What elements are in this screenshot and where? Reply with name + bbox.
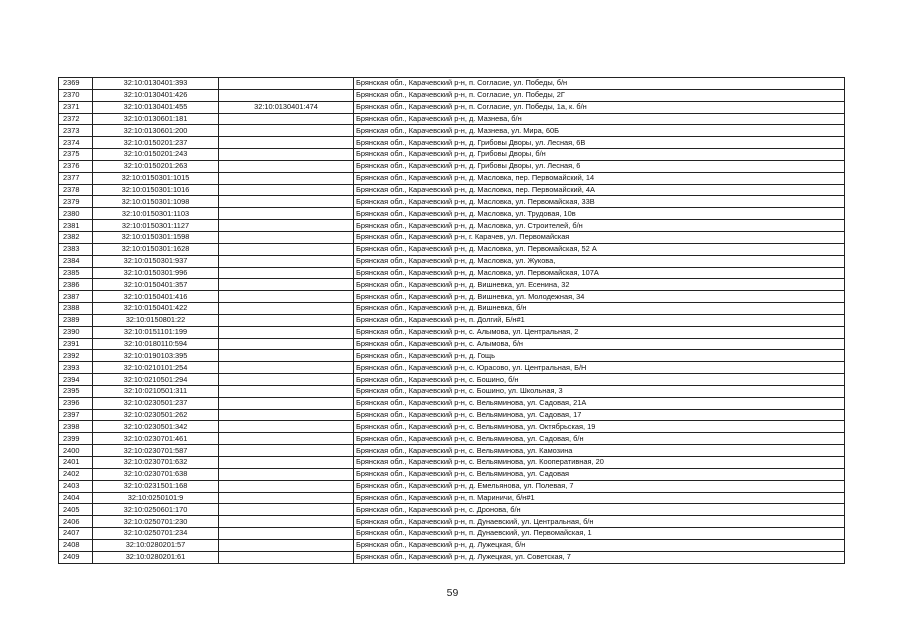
linked-cadastral-number-cell: [219, 385, 354, 397]
linked-cadastral-number-cell: [219, 149, 354, 161]
row-number-cell: 2403: [59, 480, 93, 492]
cadastral-number-cell: 32:10:0230501:237: [93, 397, 219, 409]
row-number-cell: 2402: [59, 468, 93, 480]
linked-cadastral-number-cell: [219, 492, 354, 504]
address-cell: Брянская обл., Карачевский р-н, д. Масловка, пер. Первомайский, 14: [354, 172, 845, 184]
linked-cadastral-number-cell: [219, 196, 354, 208]
linked-cadastral-number-cell: [219, 160, 354, 172]
address-cell: Брянская обл., Карачевский р-н, с. Вельяминова, ул. Садовая, 17: [354, 409, 845, 421]
address-cell: Брянская обл., Карачевский р-н, с. Дронова, б/н: [354, 504, 845, 516]
table-row: [59, 125, 845, 137]
row-number-cell: 2399: [59, 433, 93, 445]
linked-cadastral-number-cell: [219, 291, 354, 303]
cadastral-number-cell: 32:10:0231501:168: [93, 480, 219, 492]
address-cell: Брянская обл., Карачевский р-н, д. Грибовы Дворы, ул. Лесная, 6В: [354, 137, 845, 149]
cadastral-number-cell: 32:10:0280201:61: [93, 551, 219, 563]
linked-cadastral-number-cell: [219, 409, 354, 421]
table-row: [59, 255, 845, 267]
address-cell: Брянская обл., Карачевский р-н, с. Вельяминова, ул. Кооперативная, 20: [354, 457, 845, 469]
linked-cadastral-number-cell: [219, 89, 354, 101]
row-number-cell: 2376: [59, 160, 93, 172]
cadastral-number-cell: 32:10:0250701:234: [93, 528, 219, 540]
address-cell: Брянская обл., Карачевский р-н, с. Юрасово, ул. Центральная, Б/Н: [354, 362, 845, 374]
cadastral-number-cell: 32:10:0130601:200: [93, 125, 219, 137]
row-number-cell: 2406: [59, 516, 93, 528]
address-cell: Брянская обл., Карачевский р-н, д. Емельянова, ул. Полевая, 7: [354, 480, 845, 492]
address-cell: Брянская обл., Карачевский р-н, с. Алымова, б/н: [354, 338, 845, 350]
cadastral-number-cell: 32:10:0210101:254: [93, 362, 219, 374]
row-number-cell: 2395: [59, 385, 93, 397]
table-row: [59, 184, 845, 196]
table-row: [59, 385, 845, 397]
cadastral-number-cell: 32:10:0150301:1127: [93, 220, 219, 232]
table-row: [59, 279, 845, 291]
address-cell: Брянская обл., Карачевский р-н, с. Вельяминова, ул. Садовая: [354, 468, 845, 480]
address-cell: Брянская обл., Карачевский р-н, д. Масловка, ул. Строителей, б/н: [354, 220, 845, 232]
address-cell: Брянская обл., Карачевский р-н, п. Согласие, ул. Победы, б/н: [354, 78, 845, 90]
address-cell: Брянская обл., Карачевский р-н, г. Карачев, ул. Первомайская: [354, 231, 845, 243]
address-cell: Брянская обл., Карачевский р-н, д. Масловка, ул. Первомайская, 52 А: [354, 243, 845, 255]
cadastral-number-cell: 32:10:0150401:357: [93, 279, 219, 291]
table-row: [59, 326, 845, 338]
linked-cadastral-number-cell: [219, 457, 354, 469]
table-row: [59, 504, 845, 516]
address-cell: Брянская обл., Карачевский р-н, д. Лужецкая, ул. Советская, 7: [354, 551, 845, 563]
linked-cadastral-number-cell: [219, 184, 354, 196]
address-cell: Брянская обл., Карачевский р-н, д. Масловка, ул. Первомайская, 107А: [354, 267, 845, 279]
row-number-cell: 2387: [59, 291, 93, 303]
page-number: 59: [446, 587, 459, 599]
table-row: [59, 480, 845, 492]
cadastral-number-cell: 32:10:0180110:594: [93, 338, 219, 350]
cadastral-number-cell: 32:10:0190103:395: [93, 350, 219, 362]
linked-cadastral-number-cell: [219, 314, 354, 326]
row-number-cell: 2383: [59, 243, 93, 255]
row-number-cell: 2392: [59, 350, 93, 362]
cadastral-number-cell: 32:10:0230701:632: [93, 457, 219, 469]
cadastral-number-cell: 32:10:0150401:422: [93, 303, 219, 315]
row-number-cell: 2405: [59, 504, 93, 516]
table-row: [59, 397, 845, 409]
cadastral-number-cell: 32:10:0151101:199: [93, 326, 219, 338]
table-row: [59, 291, 845, 303]
cadastral-number-cell: 32:10:0230701:461: [93, 433, 219, 445]
table-row: [59, 196, 845, 208]
linked-cadastral-number-cell: 32:10:0130401:474: [219, 101, 354, 113]
address-cell: Брянская обл., Карачевский р-н, д. Вишневка, б/н: [354, 303, 845, 315]
table-row: [59, 409, 845, 421]
address-cell: Брянская обл., Карачевский р-н, п. Мариничи, б/н#1: [354, 492, 845, 504]
cadastral-number-cell: 32:10:0150201:237: [93, 137, 219, 149]
row-number-cell: 2372: [59, 113, 93, 125]
row-number-cell: 2400: [59, 445, 93, 457]
linked-cadastral-number-cell: [219, 528, 354, 540]
row-number-cell: 2391: [59, 338, 93, 350]
table-row: [59, 551, 845, 563]
address-cell: Брянская обл., Карачевский р-н, д. Грибовы Дворы, б/н: [354, 149, 845, 161]
table-row: [59, 457, 845, 469]
table-row: [59, 172, 845, 184]
linked-cadastral-number-cell: [219, 231, 354, 243]
address-cell: Брянская обл., Карачевский р-н, с. Вельяминова, ул. Камозина: [354, 445, 845, 457]
cadastral-number-cell: 32:10:0150201:263: [93, 160, 219, 172]
table-row: [59, 314, 845, 326]
address-cell: Брянская обл., Карачевский р-н, д. Масловка, ул. Первомайская, 33В: [354, 196, 845, 208]
row-number-cell: 2390: [59, 326, 93, 338]
row-number-cell: 2409: [59, 551, 93, 563]
table-row: [59, 492, 845, 504]
row-number-cell: 2398: [59, 421, 93, 433]
linked-cadastral-number-cell: [219, 397, 354, 409]
address-cell: Брянская обл., Карачевский р-н, д. Грибовы Дворы, ул. Лесная, 6: [354, 160, 845, 172]
cadastral-number-cell: 32:10:0150301:996: [93, 267, 219, 279]
address-cell: Брянская обл., Карачевский р-н, с. Алымова, ул. Центральная, 2: [354, 326, 845, 338]
linked-cadastral-number-cell: [219, 468, 354, 480]
table-row: [59, 208, 845, 220]
table-row: [59, 539, 845, 551]
table-row: [59, 362, 845, 374]
address-cell: Брянская обл., Карачевский р-н, п. Долгий, Б/н#1: [354, 314, 845, 326]
cadastral-number-cell: 32:10:0250701:230: [93, 516, 219, 528]
address-cell: Брянская обл., Карачевский р-н, с. Вельяминова, ул. Садовая, б/н: [354, 433, 845, 445]
address-cell: Брянская обл., Карачевский р-н, д. Вишневка, ул. Молодежная, 34: [354, 291, 845, 303]
row-number-cell: 2378: [59, 184, 93, 196]
table-row: [59, 220, 845, 232]
cadastral-number-cell: 32:10:0150301:937: [93, 255, 219, 267]
table-row: [59, 89, 845, 101]
row-number-cell: 2379: [59, 196, 93, 208]
row-number-cell: 2388: [59, 303, 93, 315]
row-number-cell: 2382: [59, 231, 93, 243]
cadastral-number-cell: 32:10:0150801:22: [93, 314, 219, 326]
row-number-cell: 2396: [59, 397, 93, 409]
cadastral-number-cell: 32:10:0230701:638: [93, 468, 219, 480]
row-number-cell: 2374: [59, 137, 93, 149]
cadastral-number-cell: 32:10:0130401:426: [93, 89, 219, 101]
linked-cadastral-number-cell: [219, 303, 354, 315]
cadastral-number-cell: 32:10:0210501:294: [93, 374, 219, 386]
cadastral-number-cell: 32:10:0230701:587: [93, 445, 219, 457]
row-number-cell: 2386: [59, 279, 93, 291]
address-cell: Брянская обл., Карачевский р-н, с. Бошино, ул. Школьная, 3: [354, 385, 845, 397]
table-row: [59, 445, 845, 457]
cadastral-number-cell: 32:10:0150301:1598: [93, 231, 219, 243]
cadastral-number-cell: 32:10:0150301:1015: [93, 172, 219, 184]
row-number-cell: 2377: [59, 172, 93, 184]
address-cell: Брянская обл., Карачевский р-н, д. Лужецкая, б/н: [354, 539, 845, 551]
cadastral-number-cell: 32:10:0150401:416: [93, 291, 219, 303]
linked-cadastral-number-cell: [219, 480, 354, 492]
linked-cadastral-number-cell: [219, 220, 354, 232]
linked-cadastral-number-cell: [219, 78, 354, 90]
cadastral-number-cell: 32:10:0210501:311: [93, 385, 219, 397]
linked-cadastral-number-cell: [219, 445, 354, 457]
row-number-cell: 2393: [59, 362, 93, 374]
row-number-cell: 2380: [59, 208, 93, 220]
address-cell: Брянская обл., Карачевский р-н, с. Бошино, б/н: [354, 374, 845, 386]
cadastral-number-cell: 32:10:0130601:181: [93, 113, 219, 125]
table-row: [59, 101, 845, 113]
linked-cadastral-number-cell: [219, 551, 354, 563]
registry-table: [58, 77, 845, 564]
registry-table-body: [59, 78, 845, 564]
linked-cadastral-number-cell: [219, 374, 354, 386]
table-row: [59, 350, 845, 362]
cadastral-number-cell: 32:10:0150301:1628: [93, 243, 219, 255]
address-cell: Брянская обл., Карачевский р-н, д. Гощь: [354, 350, 845, 362]
address-cell: Брянская обл., Карачевский р-н, д. Вишневка, ул. Есенина, 32: [354, 279, 845, 291]
address-cell: Брянская обл., Карачевский р-н, д. Мазнева, ул. Мира, 60Б: [354, 125, 845, 137]
linked-cadastral-number-cell: [219, 208, 354, 220]
linked-cadastral-number-cell: [219, 279, 354, 291]
linked-cadastral-number-cell: [219, 433, 354, 445]
address-cell: Брянская обл., Карачевский р-н, п. Согласие, ул. Победы, 1а, к. б/н: [354, 101, 845, 113]
row-number-cell: 2369: [59, 78, 93, 90]
table-row: [59, 528, 845, 540]
address-cell: Брянская обл., Карачевский р-н, с. Вельяминова, ул. Октябрьская, 19: [354, 421, 845, 433]
row-number-cell: 2375: [59, 149, 93, 161]
cadastral-number-cell: 32:10:0130401:393: [93, 78, 219, 90]
linked-cadastral-number-cell: [219, 338, 354, 350]
table-row: [59, 113, 845, 125]
row-number-cell: 2397: [59, 409, 93, 421]
cadastral-number-cell: 32:10:0150301:1098: [93, 196, 219, 208]
table-row: [59, 243, 845, 255]
table-row: [59, 78, 845, 90]
table-row: [59, 160, 845, 172]
row-number-cell: 2394: [59, 374, 93, 386]
table-row: [59, 137, 845, 149]
linked-cadastral-number-cell: [219, 350, 354, 362]
address-cell: Брянская обл., Карачевский р-н, с. Вельяминова, ул. Садовая, 21А: [354, 397, 845, 409]
table-row: [59, 149, 845, 161]
linked-cadastral-number-cell: [219, 421, 354, 433]
row-number-cell: 2407: [59, 528, 93, 540]
row-number-cell: 2373: [59, 125, 93, 137]
row-number-cell: 2389: [59, 314, 93, 326]
row-number-cell: 2401: [59, 457, 93, 469]
row-number-cell: 2385: [59, 267, 93, 279]
table-row: [59, 267, 845, 279]
row-number-cell: 2381: [59, 220, 93, 232]
row-number-cell: 2370: [59, 89, 93, 101]
row-number-cell: 2371: [59, 101, 93, 113]
table-row: [59, 468, 845, 480]
table-row: [59, 338, 845, 350]
linked-cadastral-number-cell: [219, 172, 354, 184]
linked-cadastral-number-cell: [219, 362, 354, 374]
table-row: [59, 516, 845, 528]
address-cell: Брянская обл., Карачевский р-н, п. Согласие, ул. Победы, 2Г: [354, 89, 845, 101]
table-row: [59, 231, 845, 243]
linked-cadastral-number-cell: [219, 137, 354, 149]
table-row: [59, 303, 845, 315]
table-row: [59, 374, 845, 386]
address-cell: Брянская обл., Карачевский р-н, д. Масловка, пер. Первомайский, 4А: [354, 184, 845, 196]
cadastral-number-cell: 32:10:0250601:170: [93, 504, 219, 516]
cadastral-number-cell: 32:10:0150301:1016: [93, 184, 219, 196]
cadastral-number-cell: 32:10:0130401:455: [93, 101, 219, 113]
row-number-cell: 2384: [59, 255, 93, 267]
row-number-cell: 2408: [59, 539, 93, 551]
cadastral-number-cell: 32:10:0150301:1103: [93, 208, 219, 220]
row-number-cell: 2404: [59, 492, 93, 504]
cadastral-number-cell: 32:10:0150201:243: [93, 149, 219, 161]
table-row: [59, 433, 845, 445]
address-cell: Брянская обл., Карачевский р-н, д. Мазнева, б/н: [354, 113, 845, 125]
linked-cadastral-number-cell: [219, 326, 354, 338]
linked-cadastral-number-cell: [219, 504, 354, 516]
cadastral-number-cell: 32:10:0250101:9: [93, 492, 219, 504]
linked-cadastral-number-cell: [219, 255, 354, 267]
table-row: [59, 421, 845, 433]
address-cell: Брянская обл., Карачевский р-н, д. Масловка, ул. Жукова,: [354, 255, 845, 267]
address-cell: Брянская обл., Карачевский р-н, п. Дунаевский, ул. Центральная, б/н: [354, 516, 845, 528]
cadastral-number-cell: 32:10:0230501:342: [93, 421, 219, 433]
address-cell: Брянская обл., Карачевский р-н, д. Масловка, ул. Трудовая, 10в: [354, 208, 845, 220]
cadastral-number-cell: 32:10:0280201:57: [93, 539, 219, 551]
linked-cadastral-number-cell: [219, 516, 354, 528]
linked-cadastral-number-cell: [219, 113, 354, 125]
linked-cadastral-number-cell: [219, 267, 354, 279]
address-cell: Брянская обл., Карачевский р-н, п. Дунаевский, ул. Первомайская, 1: [354, 528, 845, 540]
cadastral-number-cell: 32:10:0230501:262: [93, 409, 219, 421]
linked-cadastral-number-cell: [219, 243, 354, 255]
linked-cadastral-number-cell: [219, 539, 354, 551]
linked-cadastral-number-cell: [219, 125, 354, 137]
